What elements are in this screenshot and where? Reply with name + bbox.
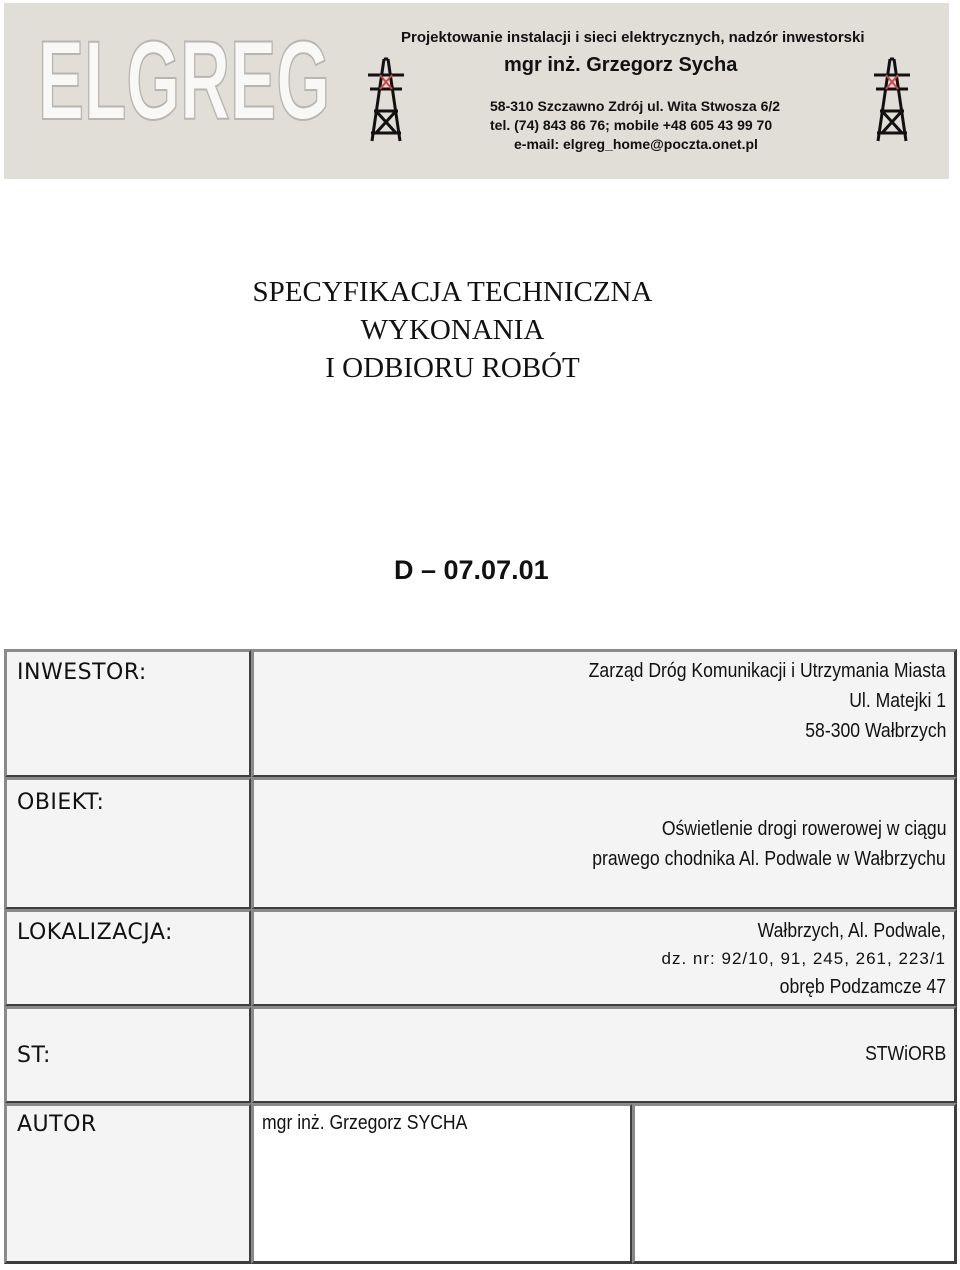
letterhead [4,3,949,179]
company-email: e-mail: elgreg_home@poczta.onet.pl [514,136,758,152]
obiekt-line2: prawego chodnika Al. Podwale w Wałbrzychu [592,848,946,870]
spec-code: D – 07.07.01 [394,555,549,585]
company-description: Projektowanie instalacji i sieci elektrycznych, nadzór inwestorski [401,29,865,46]
lokalizacja-line1: Wałbrzych, Al. Podwale, [757,920,946,942]
value-cell-autor [251,1103,633,1264]
inwestor-line3: 58-300 Wałbrzych [804,720,946,742]
label-cell-autor [4,1103,252,1264]
doc-title-line1: SPECYFIKACJA TECHNICZNA [252,276,653,308]
inwestor-line2: Ul. Matejki 1 [849,690,946,712]
label-cell-inwestor [4,649,252,778]
inwestor-label: INWESTOR: [17,660,147,685]
label-cell-lokalizacja [4,909,252,1007]
label-cell-obiekt [4,777,252,910]
lokalizacja-line3: obręb Podzamcze 47 [779,976,946,998]
lokalizacja-line2: dz. nr: 92/10, 91, 245, 261, 223/1 [661,949,946,968]
obiekt-label: OBIEKT: [17,790,105,815]
value-cell-st [251,1006,957,1104]
st-label: ST: [17,1043,51,1068]
autor-value: mgr inż. Grzegorz SYCHA [262,1112,468,1134]
doc-title-line2: WYKONANIA [360,314,545,346]
inwestor-line1: Zarząd Dróg Komunikacji i Utrzymania Miasta [588,660,946,682]
company-phone: tel. (74) 843 86 76; mobile +48 605 43 99 70 [490,117,773,133]
power-tower-icon [366,53,406,143]
logo-text: ELGREG [38,18,330,143]
value-cell-inwestor [251,649,957,778]
company-address: 58-310 Szczawno Zdrój ul. Wita Stwosza 6/2 [490,98,781,114]
lokalizacja-label: LOKALIZACJA: [17,920,173,945]
autor-label: AUTOR [17,1112,97,1137]
signature-cell [632,1103,957,1264]
doc-title-line3: I ODBIORU ROBÓT [325,352,580,384]
company-owner: mgr inż. Grzegorz Sycha [504,54,738,76]
value-cell-lokalizacja [251,909,957,1007]
label-cell-st [4,1006,252,1104]
power-tower-icon [872,53,912,143]
st-value: STWiORB [864,1043,946,1065]
value-cell-obiekt [251,777,957,910]
elgreg-logo [34,18,334,143]
obiekt-line1: Oświetlenie drogi rowerowej w ciągu [661,818,946,840]
